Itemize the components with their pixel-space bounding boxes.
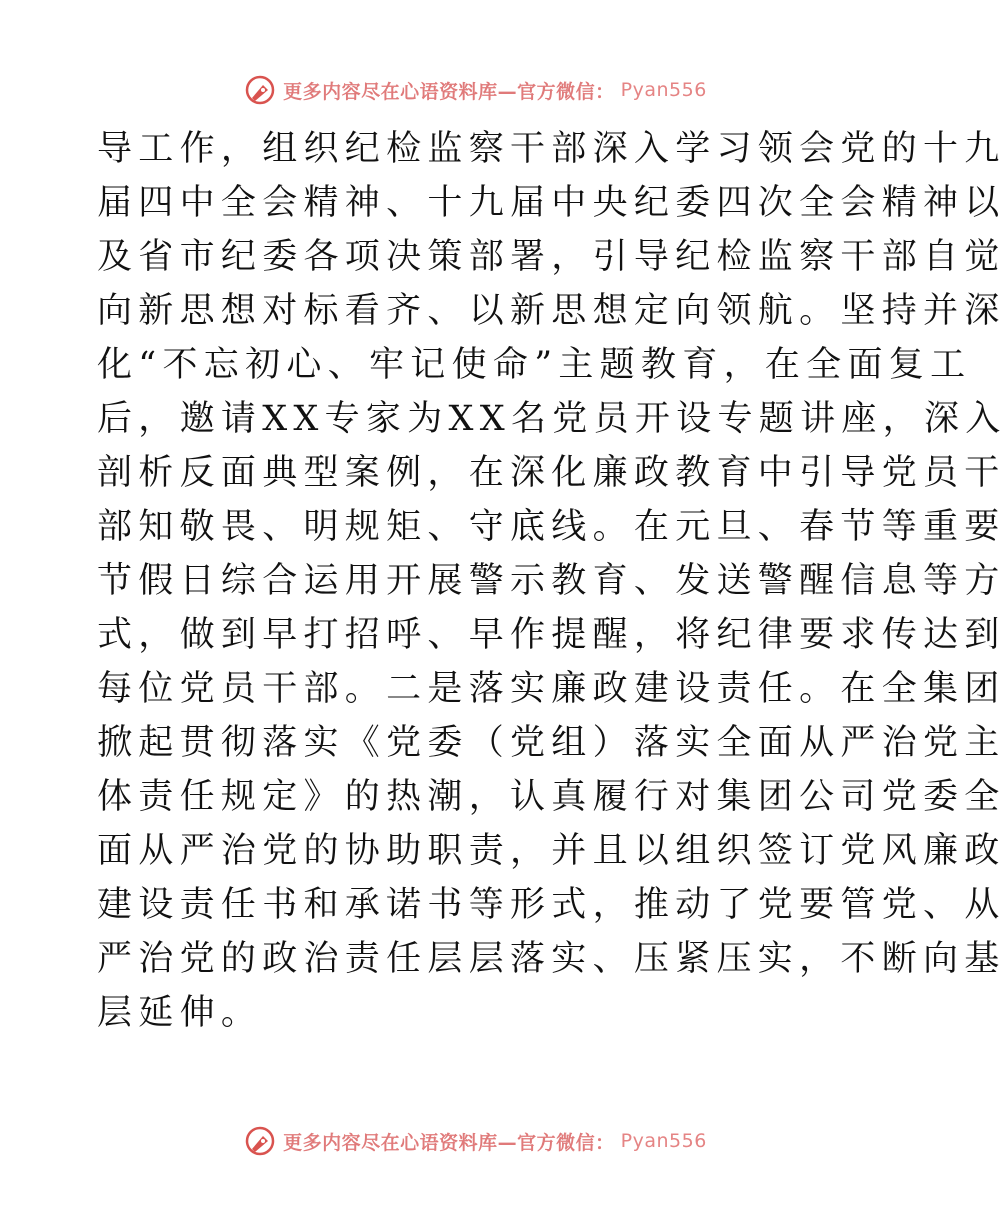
body-line: 向新思想对标看齐、以新思想定向领航。坚持并深 xyxy=(97,291,1006,331)
document-body xyxy=(97,122,1007,1040)
body-line: 体责任规定》的热潮，认真履行对集团公司党委全 xyxy=(97,777,1006,817)
body-line: 剖析反面典型案例，在深化廉政教育中引导党员干 xyxy=(97,453,1006,493)
pen-nib-logo-icon xyxy=(243,73,277,107)
header-watermark xyxy=(0,70,950,110)
body-line: 每位党员干部。二是落实廉政建设责任。在全集团 xyxy=(97,669,1006,709)
body-line: 面从严治党的协助职责，并且以组织签订党风廉政 xyxy=(97,831,1006,871)
body-line: 届四中全会精神、十九届中央纪委四次全会精神以 xyxy=(97,183,1006,223)
body-line: 及省市纪委各项决策部署，引导纪检监察干部自觉 xyxy=(97,237,1006,277)
body-line: 层延伸。 xyxy=(97,993,263,1033)
body-line: 部知敬畏、明规矩、守底线。在元旦、春节等重要 xyxy=(97,507,1006,547)
header-watermark-handle: Pyan556 xyxy=(620,79,707,101)
body-line: 后，邀请XX专家为XX名党员开设专题讲座，深入 xyxy=(97,399,1007,439)
header-watermark-text: 更多内容尽在心语资料库—官方微信： xyxy=(283,80,615,103)
pen-nib-logo-icon xyxy=(243,1124,277,1158)
body-line: 导工作，组织纪检监察干部深入学习领会党的十九 xyxy=(97,129,1006,169)
footer-watermark-text: 更多内容尽在心语资料库—官方微信： xyxy=(283,1131,615,1154)
body-line: 建设责任书和承诺书等形式，推动了党要管党、从 xyxy=(97,885,1006,925)
body-line: 掀起贯彻落实《党委（党组）落实全面从严治党主 xyxy=(97,723,1006,763)
body-line: 化“不忘初心、牢记使命”主题教育，在全面复工 xyxy=(97,345,972,385)
body-line: 式，做到早打招呼、早作提醒，将纪律要求传达到 xyxy=(97,615,1006,655)
body-line: 严治党的政治责任层层落实、压紧压实，不断向基 xyxy=(97,939,1006,979)
body-line: 节假日综合运用开展警示教育、发送警醒信息等方 xyxy=(97,561,1006,601)
footer-watermark-handle: Pyan556 xyxy=(620,1130,707,1152)
footer-watermark xyxy=(0,1121,950,1161)
